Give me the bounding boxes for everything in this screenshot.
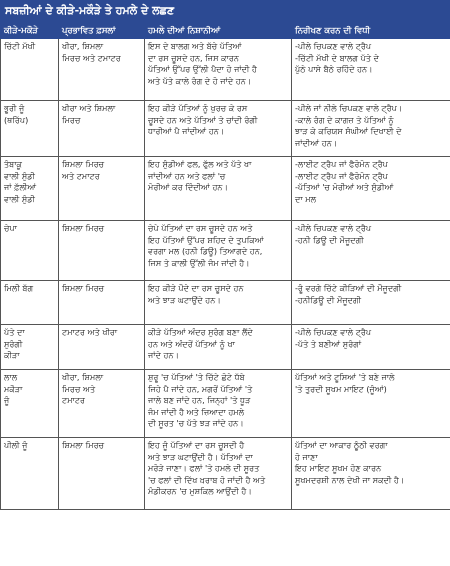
attack-symptoms: ਇਹ ਜੂੰ ਪੱਤਿਆਂ ਦਾ ਰਸ ਚੂਸਦੀ ਹੈ ਅਤੇ ਝਾੜ ਘਟਾਉਂਦੀ ਹੈ। ਪੱਤਿਆਂ ਦਾ ਮਰੋੜੇ ਜਾਣਾ। ਫਲਾਂ 'ਤੇ ਹਮਲੇ ਦੀ ਸੂਰਤ 'ਚ ਫਲਾਂ ਦੀ ਦਿੱਖ ਖ਼ਰਾਬ ਹੋ ਜਾਂਦੀ ਹੈ ਅਤੇ ਮੰਡੀਕਰਨ 'ਚ ਮੁਸ਼ਕਿਲ ਆਉਂਦੀ ਹੈ। (145, 438, 292, 510)
attack-symptoms: ਇਸ ਦੇ ਬਾਲਗ ਅਤੇ ਬੱਚੇ ਪੱਤਿਆਂ ਦਾ ਰਸ ਚੂਸਦੇ ਹਨ, ਜਿਸ ਕਾਰਨ ਪੱਤਿਆਂ ਉੱਪਰ ਉੱਲੀ ਪੈਦਾ ਹੋ ਜਾਂਦੀ ਹੈ ਅਤੇ ਪੱਤੇ ਕਾਲੇ ਰੰਗ ਦੇ ਹੋ ਜਾਂਦੇ ਹਨ। (145, 39, 292, 101)
affected-crops: ਸ਼ਿਮਲਾ ਮਿਰਚ (59, 221, 145, 281)
table-row (1, 438, 450, 510)
attack-symptoms: ਇਹ ਕੀੜੇ ਪੌਦੇ ਦਾ ਰਸ ਚੂਸਦੇ ਹਨ ਅਤੇ ਝਾੜ ਘਟਾਉਂਦੇ ਹਨ। (145, 281, 292, 325)
inspection-method: -ਲਾਈਟ ਟ੍ਰੈਪ ਜਾਂ ਫੈਰੋਮੋਨ ਟ੍ਰੈਪ -ਲਾਈਟ ਟ੍ਰੈਪ ਜਾਂ ਫੈਰੋਮੋਨ ਟ੍ਰੈਪ -ਪੱਤਿਆਂ 'ਚ ਮੋਰੀਆਂ ਅਤੇ ਸੁੰਡੀਆਂ ਦਾ ਮਲ (292, 157, 450, 221)
pest-name: ਲਾਲ ਮਕੌੜਾ ਜੂੰ (1, 370, 59, 438)
inspection-method: ਪੱਤਿਆਂ ਦਾ ਆਕਾਰ ਠੂੰਠੀ ਵਰਗਾ ਹੋ ਜਾਣਾ ਇਹ ਮਾਇਟ ਸੂਖਮ ਹੋਣ ਕਾਰਨ ਸੂਖਮਦਰਸ਼ੀ ਨਾਲ ਦੇਖੀ ਜਾ ਸਕਦੀ ਹੈ। (292, 438, 450, 510)
pest-name: ਪੱਤੇ ਦਾ ਸੁਰੰਗੀ ਕੀੜਾ (1, 325, 59, 370)
pest-name: ਚਿੱਟੀ ਮੱਖੀ (1, 39, 59, 101)
pest-name: ਭੂਰੀ ਜੂੰ (ਥਰਿੱਪ) (1, 101, 59, 157)
header-pest: ਕੀੜੇ-ਮਕੌੜੇ (1, 23, 59, 39)
affected-crops: ਖੀਰਾ, ਸ਼ਿਮਲਾ ਮਿਰਚ ਅਤੇ ਟਮਾਟਰ (59, 39, 145, 101)
table-row (1, 101, 450, 157)
inspection-method: -ਪੀਲੇ ਚਿਪਕਣ ਵਾਲੇ ਟ੍ਰੈਪ -ਚਿੱਟੀ ਮੱਖੀ ਦੇ ਬਾਲਗ ਪੱਤੇ ਦੇ ਪੁੱਠੇ ਪਾਸੇ ਬੈਠੇ ਰਹਿੰਦੇ ਹਨ। (292, 39, 450, 101)
affected-crops: ਟਮਾਟਰ ਅਤੇ ਖੀਰਾ (59, 325, 145, 370)
table-row (1, 221, 450, 281)
attack-symptoms: ਇਹ ਸੁੰਡੀਆਂ ਫਲ, ਫੁੱਲ ਅਤੇ ਪੱਤੇ ਖਾ ਜਾਂਦੀਆਂ ਹਨ ਅਤੇ ਫਲਾਂ 'ਚ ਮੋਰੀਆਂ ਕਰ ਦਿੰਦੀਆਂ ਹਨ। (145, 157, 292, 221)
table-title: ਸਬਜ਼ੀਆਂ ਦੇ ਕੀੜੇ-ਮਕੌੜੇ ਤੇ ਹਮਲੇ ਦੇ ਲਛਣ (0, 0, 450, 22)
affected-crops: ਸ਼ਿਮਲਾ ਮਿਰਚ (59, 281, 145, 325)
attack-symptoms: ਚੇਪੇ ਪੱਤਿਆਂ ਦਾ ਰਸ ਚੂਸਦੇ ਹਨ ਅਤੇ ਇਹ ਪੱਤਿਆਂ ਉੱਪਰ ਸ਼ਹਿਦ ਦੇ ਤੁਪਕਿਆਂ ਵਰਗਾ ਮਲ (ਹਨੀ ਡਿਊ) ਤਿਆਗਦੇ ਹਨ, ਜਿਸ ਤੇ ਕਾਲੀ ਉੱਲੀ ਜੰਮ ਜਾਂਦੀ ਹੈ। (145, 221, 292, 281)
affected-crops: ਖੀਰਾ, ਸ਼ਿਮਲਾ ਮਿਰਚ ਅਤੇ ਟਮਾਟਰ (59, 370, 145, 438)
table-row (1, 281, 450, 325)
inspection-method: -ਰੂੰ ਵਰਗੇ ਚਿੱਟੇ ਕੀੜਿਆਂ ਦੀ ਮੌਜੂਦਗੀ -ਹਨੀਡਿਊ ਦੀ ਮੌਜੂਦਗੀ (292, 281, 450, 325)
affected-crops: ਸ਼ਿਮਲਾ ਮਿਰਚ (59, 438, 145, 510)
header-method: ਨਿਰੀਖਣ ਕਰਨ ਦੀ ਵਿਧੀ (292, 23, 450, 39)
inspection-method: -ਪੀਲੇ ਚਿਪਕਣ ਵਾਲੇ ਟ੍ਰੈਪ -ਪੱਤੇ ਤੇ ਬਣੀਆਂ ਸੁਰੰਗਾਂ (292, 325, 450, 370)
inspection-method: -ਪੀਲੇ ਚਿਪਕਣ ਵਾਲੇ ਟ੍ਰੈਪ -ਹਨੀ ਡਿਊ ਦੀ ਮੌਜੂਦਗੀ (292, 221, 450, 281)
pest-name: ਮਿਲੀ ਬੱਗ (1, 281, 59, 325)
attack-symptoms: ਸ਼ੁਰੂ 'ਚ ਪੱਤਿਆਂ 'ਤੇ ਚਿੱਟੇ ਛੋਟੇ ਧੱਬੇ ਜਿਹੇ ਪੈ ਜਾਂਦੇ ਹਨ, ਮਗਰੋਂ ਪੱਤਿਆਂ 'ਤੇ ਜਾਲੇ ਬਣ ਜਾਂਦੇ ਹਨ, ਜਿਨ੍ਹਾਂ 'ਤੇ ਧੂੜ ਜੰਮ ਜਾਂਦੀ ਹੈ ਅਤੇ ਜ਼ਿਆਦਾ ਹਮਲੇ ਦੀ ਸੂਰਤ 'ਚ ਪੱਤੇ ਝੜ ਜਾਂਦੇ ਹਨ। (145, 370, 292, 438)
header-row (1, 23, 450, 39)
pest-name: ਚੇਪਾ (1, 221, 59, 281)
pest-name: ਪੀਲੀ ਜੂੰ (1, 438, 59, 510)
pest-table (0, 22, 450, 510)
inspection-method: -ਪੀਲੇ ਜਾਂ ਨੀਲੇ ਚਿਪਕਣ ਵਾਲੇ ਟ੍ਰੈਪ। -ਕਾਲੇ ਰੰਗ ਦੇ ਕਾਗਜ਼ ਤੇ ਪੱਤਿਆਂ ਨੂੰ ਝਾੜ ਕੇ ਕਰਿਯਸ ਸੰਘੀਆਂ ਦਿਖਾਈ ਦੇ ਜਾਂਦੀਆਂ ਹਨ। (292, 101, 450, 157)
inspection-method: ਪੱਤਿਆਂ ਅਤੇ ਟੂਸਿਆਂ 'ਤੇ ਬਣੇ ਜਾਲੇ 'ਤੇ ਤੁਰਦੀ ਸੂਖਮ ਮਾਇਟ (ਜੂੰਆਂ) (292, 370, 450, 438)
header-symptoms: ਹਮਲੇ ਦੀਆਂ ਨਿਸ਼ਾਨੀਆਂ (145, 23, 292, 39)
header-crops: ਪ੍ਰਭਾਵਿਤ ਫ਼ਸਲਾਂ (59, 23, 145, 39)
attack-symptoms: ਇਹ ਕੀੜੇ ਪੱਤਿਆਂ ਨੂੰ ਖੁਰਚ ਕੇ ਰਸ ਚੂਸਦੇ ਹਨ ਅਤੇ ਪੱਤਿਆਂ ਤੇ ਚਾਂਦੀ ਰੰਗੀ ਧਾਰੀਆਂ ਪੈ ਜਾਂਦੀਆਂ ਹਨ। (145, 101, 292, 157)
table-row (1, 157, 450, 221)
table-row (1, 325, 450, 370)
attack-symptoms: ਕੀੜੇ ਪੱਤਿਆਂ ਅੰਦਰ ਸੁਰੰਗ ਬਣਾ ਲੈਂਦੇ ਹਨ ਅਤੇ ਅੰਦਰੋਂ ਪੱਤਿਆਂ ਨੂੰ ਖਾ ਜਾਂਦੇ ਹਨ। (145, 325, 292, 370)
table-row (1, 370, 450, 438)
affected-crops: ਖੀਰਾ ਅਤੇ ਸ਼ਿਮਲਾ ਮਿਰਚ (59, 101, 145, 157)
affected-crops: ਸ਼ਿਮਲਾ ਮਿਰਚ ਅਤੇ ਟਮਾਟਰ (59, 157, 145, 221)
pest-name: ਤੰਬਾਕੂ ਵਾਲੀ ਸੁੰਡੀ ਜਾਂ ਫ਼ੱਲੀਆਂ ਵਾਲੀ ਸੁੰਡੀ (1, 157, 59, 221)
table-row (1, 39, 450, 101)
